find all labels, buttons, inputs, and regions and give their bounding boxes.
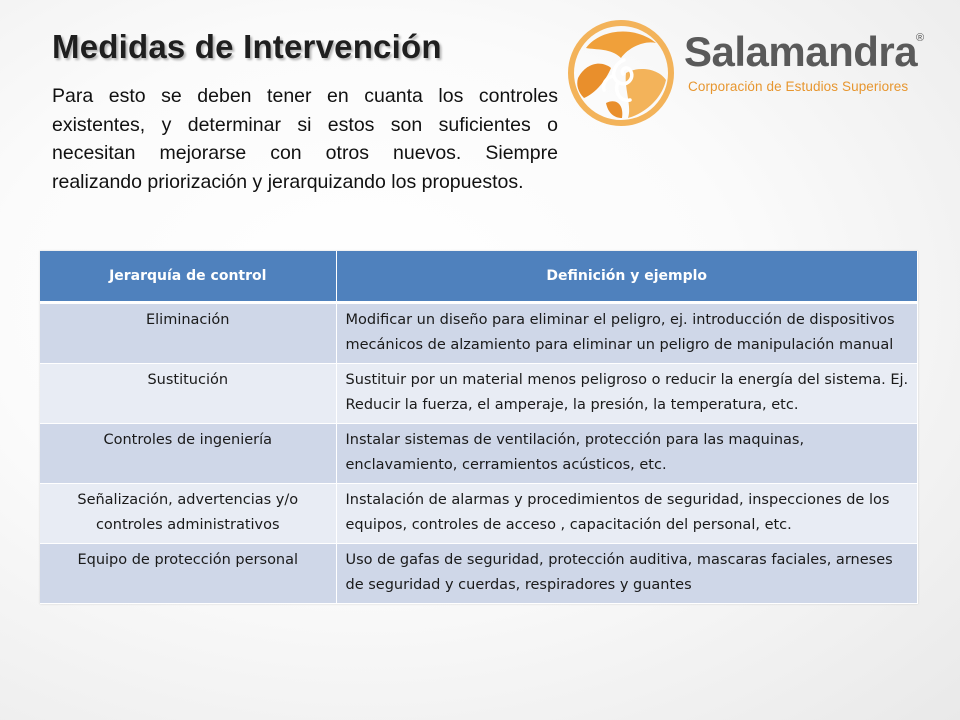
- control-level: Eliminación: [40, 303, 336, 364]
- table-row: [40, 544, 918, 604]
- brand-name: Salamandra: [684, 28, 918, 75]
- table-row: [40, 484, 918, 544]
- registered-mark: ®: [916, 32, 925, 44]
- control-definition: Modificar un diseño para eliminar el peligro, ej. introducción de dispositivos mecánicos de alzamiento para eliminar un peligro de manipulación manual: [336, 303, 918, 364]
- control-level: Equipo de protección personal: [40, 544, 336, 604]
- header-definition: Definición y ejemplo: [336, 251, 918, 303]
- table-row: [40, 364, 918, 424]
- control-definition: Uso de gafas de seguridad, protección auditiva, mascaras faciales, arneses de seguridad y cuerdas, respiradores y guantes: [336, 544, 918, 604]
- control-hierarchy-table: [40, 251, 918, 604]
- table-row: [40, 303, 918, 364]
- brand-logo: [566, 18, 938, 128]
- control-definition: Instalación de alarmas y procedimientos de seguridad, inspecciones de los equipos, controles de acceso , capacitación del personal, etc.: [336, 484, 918, 544]
- control-level: Controles de ingeniería: [40, 424, 336, 484]
- page-title: Medidas de Intervención: [52, 28, 442, 65]
- control-definition: Sustituir por un material menos peligroso o reducir la energía del sistema. Ej. Reducir la fuerza, el amperaje, la presión, la temperatura, etc.: [336, 364, 918, 424]
- table-row: [40, 424, 918, 484]
- header-hierarchy: Jerarquía de control: [40, 251, 336, 303]
- table-header-row: [40, 251, 918, 303]
- control-level: Señalización, advertencias y/o controles administrativos: [40, 484, 336, 544]
- brand-subtitle: Corporación de Estudios Superiores: [688, 79, 909, 94]
- control-definition: Instalar sistemas de ventilación, protección para las maquinas, enclavamiento, cerramientos acústicos, etc.: [336, 424, 918, 484]
- salamandra-globe-icon: [566, 18, 678, 128]
- intro-paragraph: Para esto se deben tener en cuanta los controles existentes, y determinar si estos son suficientes o necesitan mejorarse con otros nuevos. Siempre realizando priorización y jerarquizando los propuestos.: [52, 85, 558, 193]
- control-level: Sustitución: [40, 364, 336, 424]
